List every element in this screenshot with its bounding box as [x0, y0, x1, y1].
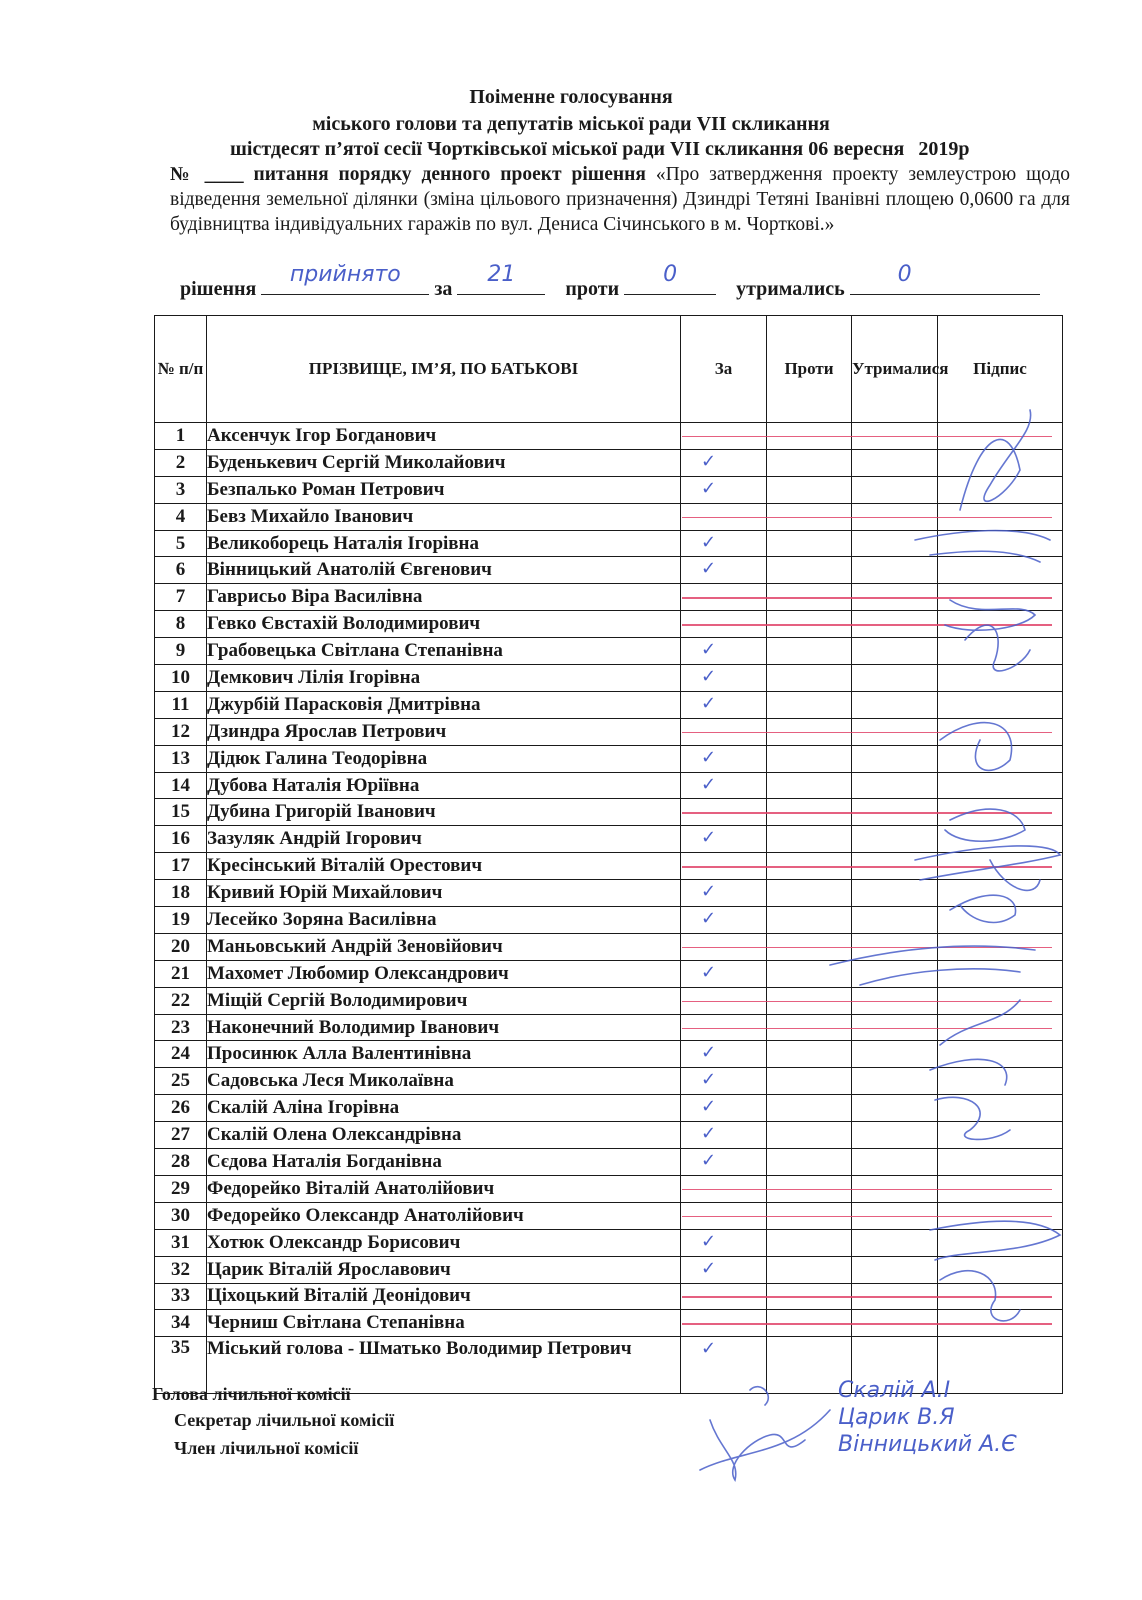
table-row [155, 826, 1063, 853]
row-utrymalys [852, 1041, 938, 1068]
row-number: 23 [155, 1014, 207, 1041]
row-name: Кресінський Віталій Орестович [207, 853, 681, 880]
row-proty [767, 1256, 852, 1283]
row-number: 20 [155, 933, 207, 960]
strike-line [682, 517, 1052, 518]
row-number: 4 [155, 503, 207, 530]
row-name: Буденькевич Сергій Миколайович [207, 449, 681, 476]
table-row [155, 960, 1063, 987]
row-name: Федорейко Олександр Анатолійович [207, 1202, 681, 1229]
row-signature [938, 907, 1063, 934]
table-row [155, 1256, 1063, 1283]
row-za [681, 1229, 767, 1256]
vote-checkmark-icon: ✓ [701, 908, 717, 930]
vote-checkmark-icon: ✓ [701, 746, 717, 768]
row-utrymalys [852, 745, 938, 772]
vote-checkmark-icon: ✓ [701, 827, 717, 849]
vote-checkmark-icon: ✓ [701, 1257, 717, 1279]
row-name: Ціхоцький Віталій Деонідович [207, 1283, 681, 1310]
row-number: 25 [155, 1068, 207, 1095]
question-prefix: № ____ питання порядку денного проект рішення [170, 164, 646, 185]
table-row [155, 557, 1063, 584]
strike-line [682, 1323, 1052, 1324]
vote-checkmark-icon: ✓ [701, 639, 717, 661]
vote-checkmark-icon: ✓ [701, 1096, 717, 1118]
row-number: 14 [155, 772, 207, 799]
row-za [681, 557, 767, 584]
vote-checkmark-icon: ✓ [701, 1123, 717, 1145]
row-number: 7 [155, 584, 207, 611]
vote-table [154, 315, 1063, 1394]
header-proty: Проти [767, 316, 852, 423]
row-number: 10 [155, 665, 207, 692]
vote-checkmark-icon: ✓ [701, 558, 717, 580]
row-name: Просинюк Алла Валентинівна [207, 1041, 681, 1068]
row-utrymalys [852, 557, 938, 584]
header-za: За [681, 316, 767, 423]
row-name: Гевко Євстахій Володимирович [207, 611, 681, 638]
vote-checkmark-icon: ✓ [701, 1069, 717, 1091]
row-signature [938, 1149, 1063, 1176]
committee-secretary-name: Царик В.Я [838, 1405, 955, 1430]
row-name: Аксенчук Ігор Богданович [207, 423, 681, 450]
row-utrymalys [852, 880, 938, 907]
row-signature [938, 530, 1063, 557]
row-utrymalys [852, 638, 938, 665]
row-proty [767, 665, 852, 692]
row-name: Дубова Наталія Юріївна [207, 772, 681, 799]
row-proty [767, 772, 852, 799]
row-proty [767, 1095, 852, 1122]
row-utrymalys [852, 1256, 938, 1283]
row-za [681, 476, 767, 503]
row-name: Бевз Михайло Іванович [207, 503, 681, 530]
row-proty [767, 476, 852, 503]
row-name: Міський голова - Шматько Володимир Петрович [207, 1337, 681, 1394]
row-number: 9 [155, 638, 207, 665]
row-proty [767, 826, 852, 853]
row-name: Дзиндра Ярослав Петрович [207, 718, 681, 745]
row-za [681, 1122, 767, 1149]
strike-line [682, 436, 1052, 437]
table-row [155, 638, 1063, 665]
row-name: Скалій Олена Олександрівна [207, 1122, 681, 1149]
committee-secretary-label: Секретар лічильної комісії [174, 1410, 395, 1430]
row-za [681, 1068, 767, 1095]
row-utrymalys [852, 530, 938, 557]
proty-blank [624, 262, 716, 295]
row-signature [938, 1122, 1063, 1149]
session-year: 2019р [918, 138, 970, 160]
row-za [681, 772, 767, 799]
vote-checkmark-icon: ✓ [701, 1150, 717, 1172]
table-row [155, 1095, 1063, 1122]
row-proty [767, 1068, 852, 1095]
row-proty [767, 449, 852, 476]
table-row [155, 772, 1063, 799]
row-za [681, 907, 767, 934]
row-signature [938, 1337, 1063, 1394]
row-name: Дубина Григорій Іванович [207, 799, 681, 826]
row-za [681, 745, 767, 772]
row-signature [938, 826, 1063, 853]
vote-checkmark-icon: ✓ [701, 1338, 717, 1360]
row-za [681, 638, 767, 665]
decision-line [180, 262, 1040, 301]
vote-checkmark-icon: ✓ [701, 666, 717, 688]
strike-line [682, 866, 1052, 867]
vote-checkmark-icon: ✓ [701, 881, 717, 903]
row-number: 1 [155, 423, 207, 450]
row-number: 18 [155, 880, 207, 907]
row-utrymalys [852, 1068, 938, 1095]
vote-checkmark-icon: ✓ [701, 450, 717, 472]
row-number: 35 [155, 1337, 207, 1394]
row-proty [767, 638, 852, 665]
row-utrymalys [852, 907, 938, 934]
row-za [681, 449, 767, 476]
header-num: № п/п [155, 316, 207, 423]
table-row [155, 1229, 1063, 1256]
row-proty [767, 1149, 852, 1176]
row-signature [938, 1095, 1063, 1122]
row-za [681, 1041, 767, 1068]
row-proty [767, 1122, 852, 1149]
row-utrymalys [852, 476, 938, 503]
row-number: 3 [155, 476, 207, 503]
row-za [681, 1149, 767, 1176]
vote-table-header [155, 316, 1063, 423]
row-name: Міщій Сергій Володимирович [207, 987, 681, 1014]
header-name: ПРІЗВИЩЕ, ІМ’Я, ПО БАТЬКОВІ [207, 316, 681, 423]
vote-checkmark-icon: ✓ [701, 1230, 717, 1252]
row-utrymalys [852, 665, 938, 692]
utrymalys-blank [850, 262, 1040, 295]
session-text: шістдесят п’ятої сесії Чортківської міської ради VII скликання 06 вересня [230, 138, 905, 160]
utrymalys-value: 0 [897, 262, 912, 287]
row-utrymalys [852, 772, 938, 799]
decision-blank [261, 262, 429, 295]
row-signature [938, 691, 1063, 718]
vote-checkmark-icon: ✓ [701, 692, 717, 714]
row-name: Вінницький Анатолій Євгенович [207, 557, 681, 584]
row-number: 16 [155, 826, 207, 853]
table-row [155, 1149, 1063, 1176]
row-signature [938, 476, 1063, 503]
strike-line [682, 812, 1052, 813]
row-proty [767, 530, 852, 557]
row-number: 28 [155, 1149, 207, 1176]
committee-signatures [680, 1380, 850, 1490]
row-name: Царик Віталій Ярославович [207, 1256, 681, 1283]
row-name: Федорейко Віталій Анатолійович [207, 1175, 681, 1202]
row-proty [767, 1229, 852, 1256]
strike-line [682, 1296, 1052, 1297]
row-utrymalys [852, 826, 938, 853]
row-number: 31 [155, 1229, 207, 1256]
committee-member-name: Вінницький А.Є [838, 1432, 1017, 1457]
row-name: Зазуляк Андрій Ігорович [207, 826, 681, 853]
row-name: Дідюк Галина Теодорівна [207, 745, 681, 772]
row-number: 24 [155, 1041, 207, 1068]
row-number: 34 [155, 1310, 207, 1337]
document-title: Поіменне голосування [469, 86, 673, 108]
row-number: 11 [155, 691, 207, 718]
committee-chair-label: Голова лічильної комісії [152, 1384, 351, 1404]
row-name: Лесейко Зоряна Василівна [207, 907, 681, 934]
utrymalys-label: утримались [736, 278, 845, 300]
row-name: Джурбій Парасковія Дмитрівна [207, 691, 681, 718]
row-utrymalys [852, 960, 938, 987]
row-number: 29 [155, 1175, 207, 1202]
signature-mark [700, 1410, 830, 1470]
row-signature [938, 772, 1063, 799]
vote-checkmark-icon: ✓ [701, 1042, 717, 1064]
decision-value: прийнято [289, 262, 401, 287]
vote-table-body [155, 423, 1063, 1394]
table-row [155, 476, 1063, 503]
row-number: 5 [155, 530, 207, 557]
row-number: 8 [155, 611, 207, 638]
signature-mark [710, 1420, 805, 1480]
row-name: Хотюк Олександр Борисович [207, 1229, 681, 1256]
vote-checkmark-icon: ✓ [701, 531, 717, 553]
row-name: Садовська Леся Миколаївна [207, 1068, 681, 1095]
row-signature [938, 1041, 1063, 1068]
row-name: Скалій Аліна Ігорівна [207, 1095, 681, 1122]
row-number: 21 [155, 960, 207, 987]
row-signature [938, 638, 1063, 665]
table-row [155, 665, 1063, 692]
row-number: 12 [155, 718, 207, 745]
proty-value: 0 [663, 262, 678, 287]
row-utrymalys [852, 1149, 938, 1176]
row-signature [938, 1068, 1063, 1095]
row-name: Наконечний Володимир Іванович [207, 1014, 681, 1041]
row-za [681, 1337, 767, 1394]
row-number: 17 [155, 853, 207, 880]
row-number: 2 [155, 449, 207, 476]
row-za [681, 665, 767, 692]
row-name: Кривий Юрій Михайлович [207, 880, 681, 907]
row-name: Сєдова Наталія Богданівна [207, 1149, 681, 1176]
row-number: 19 [155, 907, 207, 934]
row-za [681, 826, 767, 853]
row-name: Маньовський Андрій Зеновійович [207, 933, 681, 960]
row-signature [938, 960, 1063, 987]
row-za [681, 530, 767, 557]
row-signature [938, 880, 1063, 907]
table-row [155, 1122, 1063, 1149]
table-row [155, 1068, 1063, 1095]
row-za [681, 960, 767, 987]
table-row [155, 745, 1063, 772]
row-proty [767, 907, 852, 934]
row-signature [938, 745, 1063, 772]
row-name: Гаврисьо Віра Василівна [207, 584, 681, 611]
row-proty [767, 745, 852, 772]
question-text: «Про затвердження проекту землеустрою щодо відведення земельної ділянки (зміна цільового призначення) Дзиндрі Тетяні Іванівні площею 0,0600 га для будівництва індивідуальних гаражів по вул. Дениса Січинського в м. Чорткові.» [170, 164, 1071, 235]
row-proty [767, 691, 852, 718]
vote-checkmark-icon: ✓ [701, 773, 717, 795]
table-row [155, 449, 1063, 476]
table-row [155, 1041, 1063, 1068]
session-line [230, 138, 969, 161]
header-utrymalys: Утрималися [852, 316, 938, 423]
row-utrymalys [852, 1122, 938, 1149]
decision-label: рішення [180, 278, 257, 300]
vote-checkmark-icon: ✓ [701, 477, 717, 499]
row-za [681, 691, 767, 718]
row-za [681, 1095, 767, 1122]
committee-member-label: Член лічильної комісії [174, 1438, 359, 1458]
table-row [155, 691, 1063, 718]
proty-label: проти [565, 278, 620, 300]
row-number: 30 [155, 1202, 207, 1229]
strike-line [682, 947, 1052, 948]
row-signature [938, 665, 1063, 692]
row-utrymalys [852, 691, 938, 718]
document-subtitle: міського голови та депутатів міської ради VII скликання [312, 113, 830, 135]
table-row [155, 880, 1063, 907]
row-number: 22 [155, 987, 207, 1014]
row-utrymalys [852, 1095, 938, 1122]
row-signature [938, 557, 1063, 584]
row-za [681, 1256, 767, 1283]
row-number: 15 [155, 799, 207, 826]
strike-line [682, 597, 1052, 598]
committee-chair-name: Скалій А.І [838, 1378, 951, 1403]
row-name: Черниш Світлана Степанівна [207, 1310, 681, 1337]
row-name: Безпалько Роман Петрович [207, 476, 681, 503]
row-number: 27 [155, 1122, 207, 1149]
row-signature [938, 1229, 1063, 1256]
row-za [681, 880, 767, 907]
strike-line [682, 1001, 1052, 1002]
row-name: Махомет Любомир Олександрович [207, 960, 681, 987]
table-row [155, 907, 1063, 934]
row-utrymalys [852, 449, 938, 476]
strike-line [682, 1216, 1052, 1217]
row-proty [767, 960, 852, 987]
row-proty [767, 557, 852, 584]
vote-checkmark-icon: ✓ [701, 961, 717, 983]
row-number: 33 [155, 1283, 207, 1310]
strike-line [682, 732, 1052, 733]
row-name: Великоборець Наталія Ігорівна [207, 530, 681, 557]
strike-line [682, 624, 1052, 625]
table-row [155, 530, 1063, 557]
header-pidpys: Підпис [938, 316, 1063, 423]
row-number: 26 [155, 1095, 207, 1122]
row-number: 13 [155, 745, 207, 772]
question-paragraph [170, 162, 1070, 237]
za-blank [457, 262, 545, 295]
row-name: Грабовецька Світлана Степанівна [207, 638, 681, 665]
row-number: 32 [155, 1256, 207, 1283]
strike-line [682, 1189, 1052, 1190]
row-proty [767, 880, 852, 907]
row-utrymalys [852, 1229, 938, 1256]
row-proty [767, 1041, 852, 1068]
row-signature [938, 449, 1063, 476]
row-signature [938, 1256, 1063, 1283]
row-number: 6 [155, 557, 207, 584]
row-name: Демкович Лілія Ігорівна [207, 665, 681, 692]
strike-line [682, 1028, 1052, 1029]
za-label: за [434, 278, 453, 300]
za-value: 21 [487, 262, 516, 287]
